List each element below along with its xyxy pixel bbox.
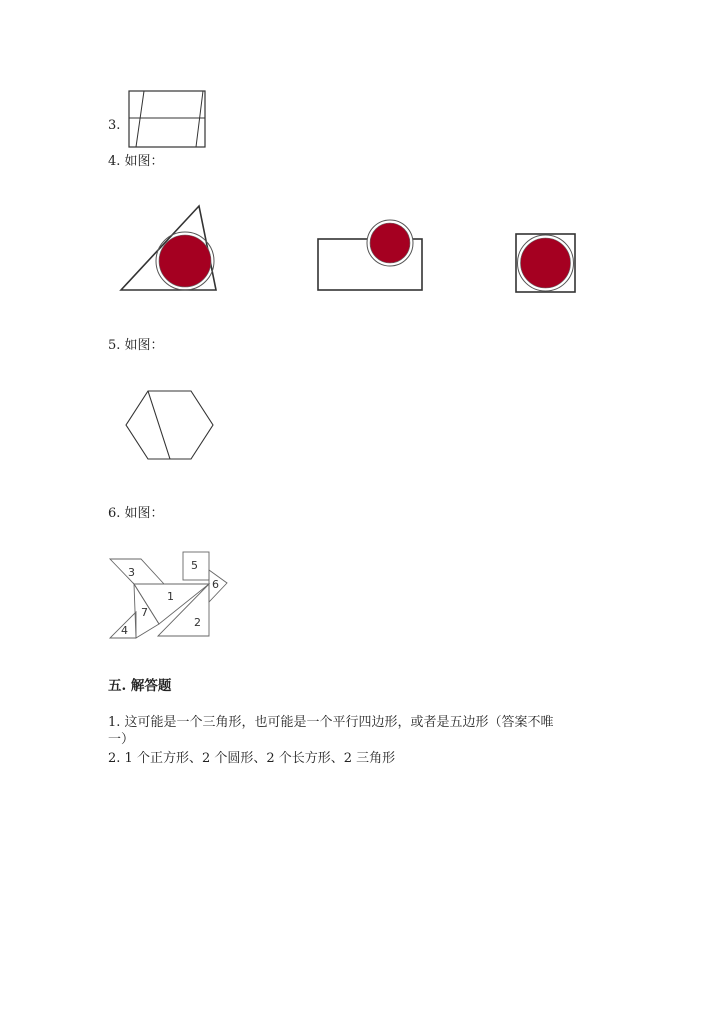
tangram-label-3: 3 [128, 566, 135, 579]
slanted-cut-line-right [196, 91, 203, 147]
red-circle [370, 223, 410, 263]
square-with-circle-figure [512, 230, 580, 296]
rectangle-with-circle-figure [313, 212, 428, 296]
item-6-label: 6. 如图： [108, 506, 164, 521]
tangram-label-6: 6 [212, 578, 219, 591]
tangram-label-7: 7 [141, 606, 148, 619]
answer-line-1-continued: 一） [108, 732, 135, 747]
tangram-piece-2 [158, 584, 209, 636]
hexagon-cut-line [148, 391, 170, 459]
item-3-label: 3. [108, 118, 121, 133]
section-heading: 五. 解答题 [108, 678, 172, 694]
red-circle [159, 235, 211, 287]
hexagon-figure [122, 388, 218, 464]
item-4-label: 4. 如图： [108, 154, 164, 169]
answer-line-2: 2. 1 个正方形、2 个圆形、2 个长方形、2 三角形 [108, 751, 396, 766]
tangram-piece-3 [110, 559, 164, 584]
tangram-figure [106, 548, 232, 642]
tangram-label-2: 2 [194, 616, 201, 629]
triangle-with-circle-figure [115, 200, 225, 296]
red-circle [521, 238, 571, 288]
item-5-label: 5. 如图： [108, 338, 164, 353]
tangram-label-1: 1 [167, 590, 174, 603]
tangram-label-4: 4 [121, 624, 128, 637]
answer-line-1: 1. 这可能是一个三角形，也可能是一个平行四边形，或者是五边形（答案不唯 [108, 715, 554, 730]
slanted-cut-line-left [136, 91, 144, 147]
tangram-label-5: 5 [191, 559, 198, 572]
item-3-rectangle-figure [128, 90, 208, 150]
hexagon-outline [126, 391, 213, 459]
